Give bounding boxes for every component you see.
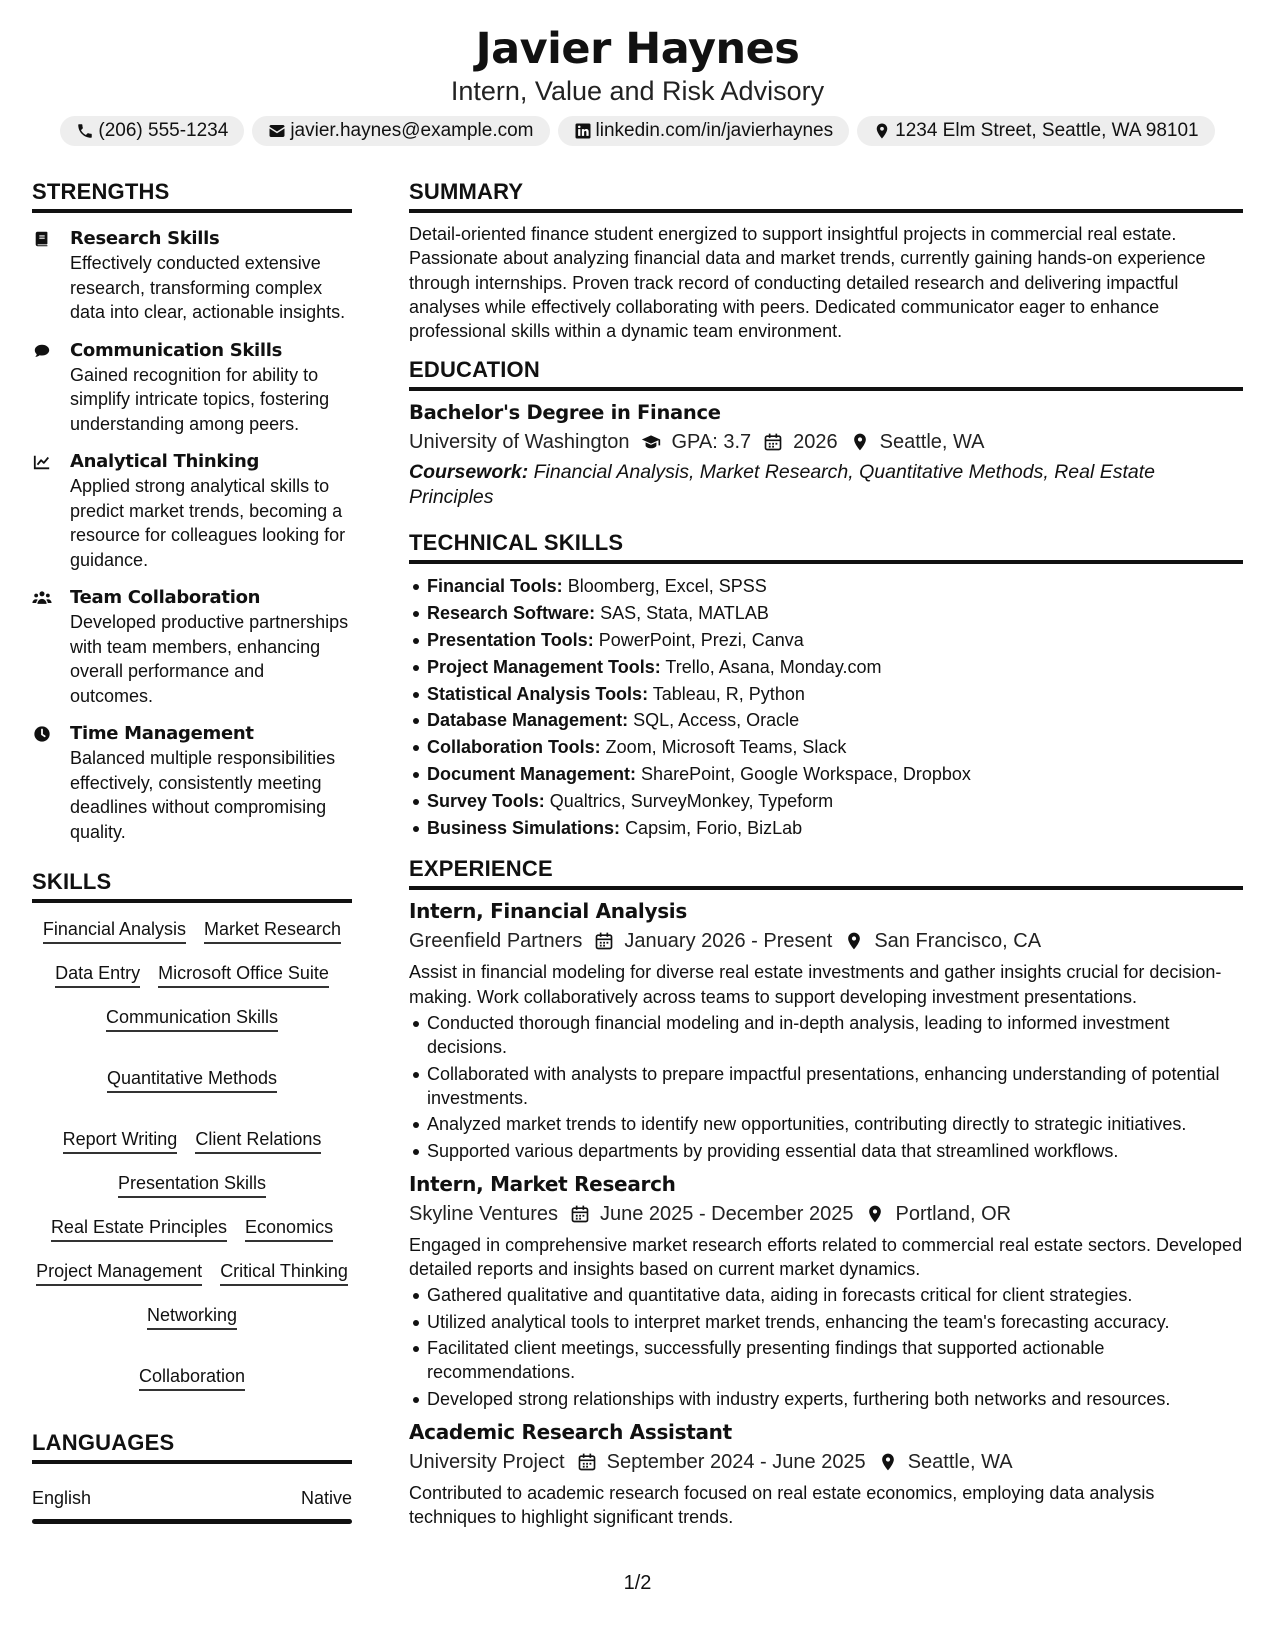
skill-tag: Economics: [245, 1215, 333, 1242]
skill-category: Collaboration Tools:: [427, 737, 601, 758]
book-icon: [32, 227, 56, 325]
contact-phone-text: (206) 555-1234: [98, 120, 229, 141]
job-dates: January 2026 - Present: [624, 930, 833, 953]
strength-title: Team Collaboration: [70, 587, 261, 608]
map-pin-icon: [878, 1452, 898, 1472]
skill-category: Presentation Tools:: [427, 630, 594, 651]
education-year: 2026: [793, 431, 838, 454]
skill-tag: Microsoft Office Suite: [158, 961, 329, 988]
education-gpa: GPA: 3.7: [671, 431, 752, 454]
technical-skills-heading: TECHNICAL SKILLS: [409, 529, 1243, 564]
contact-address: [857, 116, 1214, 146]
speech-bubble-icon: [32, 339, 56, 437]
resume-header: [0, 22, 1275, 146]
list-item: Developed strong relationships with industry experts, furthering both networks and resources.: [409, 1387, 1243, 1411]
coursework-label: Coursework:: [409, 461, 529, 484]
job-meta: [409, 1200, 1243, 1228]
job-location: San Francisco, CA: [874, 930, 1042, 953]
job-title: Intern, Market Research: [409, 1171, 676, 1196]
strength-title: Research Skills: [70, 228, 220, 249]
skill-category: Document Management:: [427, 764, 637, 785]
list-item: [409, 707, 1243, 734]
list-item: [409, 815, 1243, 842]
skills-heading: SKILLS: [32, 868, 352, 903]
strength-description: Developed productive partnerships with team members, enhancing overall performance and outcomes.: [70, 612, 349, 706]
skill-tag: Market Research: [204, 917, 341, 944]
list-item: [409, 573, 1243, 600]
map-pin-icon: [873, 122, 891, 140]
list-item: Conducted thorough financial modeling and in-depth analysis, leading to informed investment decisions.: [409, 1011, 1243, 1060]
skill-values: Tableau, R, Python: [652, 683, 805, 704]
strength-title: Communication Skills: [70, 339, 283, 361]
education-location: Seattle, WA: [879, 431, 985, 454]
strength-item: [32, 450, 352, 572]
language-level: Native: [300, 1488, 352, 1508]
graduation-cap-icon: [641, 432, 661, 452]
job-summary: Assist in financial modeling for diverse real estate investments and gather insights crucial for decision-making. Work collaboratively across teams to support developing investment presentations.: [409, 962, 1222, 1007]
job-dates: September 2024 - June 2025: [606, 1450, 866, 1473]
map-pin-icon: [844, 931, 864, 951]
skill-tag: Report Writing: [63, 1127, 178, 1154]
summary-heading: SUMMARY: [409, 178, 1243, 213]
list-item: Facilitated client meetings, successfully presenting findings that supported actionable recommendations.: [409, 1336, 1243, 1385]
list-item: [409, 734, 1243, 761]
strength-description: Effectively conducted extensive research, transforming complex data into clear, actionable insights.: [70, 253, 346, 322]
map-pin-icon: [865, 1204, 885, 1224]
strength-title: Time Management: [70, 723, 254, 744]
list-item: Gathered qualitative and quantitative data, aiding in forecasts critical for client strategies.: [409, 1283, 1243, 1307]
skill-tag: Quantitative Methods: [107, 1066, 277, 1093]
list-item: Utilized analytical tools to interpret market trends, enhancing the team's forecasting accuracy.: [409, 1310, 1243, 1334]
technical-skills-list: [409, 573, 1243, 841]
job-summary: Contributed to academic research focused on real estate economics, employing data analysis techniques to highlight significant trends.: [409, 1482, 1155, 1528]
linkedin-icon: [574, 122, 592, 140]
job-title: Intern, Financial Analysis: [409, 899, 687, 924]
skill-tag: Collaboration: [139, 1364, 245, 1391]
strength-item: [32, 339, 352, 437]
strength-description: Applied strong analytical skills to predict market trends, becoming a resource for colleagues looking for guidance.: [70, 476, 346, 570]
page-number: 1/2: [623, 1572, 652, 1594]
coursework-list: Financial Analysis, Market Research, Quantitative Methods, Real Estate Principles: [409, 461, 1156, 508]
skill-category: Statistical Analysis Tools:: [427, 683, 649, 704]
job-meta: [409, 927, 1243, 955]
language-row: [32, 1486, 352, 1510]
line-chart-icon: [32, 450, 56, 572]
skill-category: Database Management:: [427, 710, 629, 731]
list-item: [409, 654, 1243, 681]
education-heading: EDUCATION: [409, 356, 1243, 391]
clock-icon: [32, 722, 56, 844]
strength-item: [32, 722, 352, 844]
skill-values: Capsim, Forio, BizLab: [625, 817, 803, 838]
language-proficiency-bar: [32, 1519, 352, 1524]
contact-linkedin-text: linkedin.com/in/javierhaynes: [595, 120, 834, 141]
calendar-icon: [570, 1204, 590, 1224]
candidate-name: Javier Haynes: [475, 24, 800, 74]
skill-values: Bloomberg, Excel, SPSS: [567, 576, 767, 597]
contact-linkedin[interactable]: [558, 116, 850, 146]
skill-values: PowerPoint, Prezi, Canva: [598, 630, 804, 651]
strength-title: Analytical Thinking: [70, 451, 260, 472]
skill-tag: Communication Skills: [106, 1005, 278, 1032]
experience-entry: [409, 897, 1243, 1162]
list-item: Analyzed market trends to identify new opportunities, contributing directly to strategic initiatives.: [409, 1112, 1243, 1136]
skill-values: SQL, Access, Oracle: [633, 710, 800, 731]
contact-email-text: javier.haynes@example.com: [290, 120, 534, 141]
strengths-heading: STRENGTHS: [32, 178, 352, 213]
summary-text: Detail-oriented finance student energized to support insightful projects in commercial real estate. Passionate about analyzing financial data and market trends, currently gaining hands-on experience through internships. Proven track record of conducting detailed research and delivering impactful analyses while effectively collaborating with peers. Dedicated communicator eager to enhance professional skills within a dynamic team environment.: [409, 224, 1206, 342]
job-company: Skyline Ventures: [409, 1202, 558, 1225]
skill-category: Business Simulations:: [427, 817, 621, 838]
education-school: University of Washington: [409, 431, 630, 454]
experience-entry: [409, 1418, 1243, 1530]
strength-item: [32, 227, 352, 325]
job-company: Greenfield Partners: [409, 930, 583, 953]
list-item: [409, 627, 1243, 654]
job-meta: [409, 1448, 1243, 1476]
list-item: [409, 600, 1243, 627]
contact-bar: [0, 116, 1275, 146]
education-degree: Bachelor's Degree in Finance: [409, 401, 721, 425]
job-bullets: [409, 1011, 1243, 1163]
skill-tag: Data Entry: [55, 961, 140, 988]
skill-category: Project Management Tools:: [427, 656, 661, 677]
left-column: [32, 178, 352, 1524]
list-item: Collaborated with analysts to prepare impactful presentations, enhancing understanding of potential investments.: [409, 1062, 1243, 1111]
job-bullets: [409, 1283, 1243, 1410]
list-item: [409, 681, 1243, 708]
skill-values: Trello, Asana, Monday.com: [665, 656, 882, 677]
experience-entry: [409, 1170, 1243, 1411]
job-dates: June 2025 - December 2025: [599, 1202, 854, 1225]
calendar-icon: [577, 1452, 597, 1472]
education-meta: [409, 428, 1243, 456]
envelope-icon: [268, 122, 286, 140]
list-item: Supported various departments by providing essential data that streamlined workflows.: [409, 1139, 1243, 1163]
job-summary: Engaged in comprehensive market research efforts related to commercial real estate sectors. Developed detailed reports and insights based on current market dynamics.: [409, 1234, 1243, 1280]
skill-tag: Client Relations: [195, 1127, 321, 1154]
calendar-icon: [763, 432, 783, 452]
right-column: [409, 178, 1243, 1530]
skill-tag: Networking: [147, 1303, 237, 1330]
skill-values: Qualtrics, SurveyMonkey, Typeform: [549, 790, 834, 811]
languages-heading: LANGUAGES: [32, 1429, 352, 1464]
contact-email[interactable]: [252, 116, 549, 146]
strength-item: [32, 586, 352, 708]
skill-values: Zoom, Microsoft Teams, Slack: [605, 737, 847, 758]
skill-category: Research Software:: [427, 603, 596, 624]
skill-tag: Real Estate Principles: [51, 1215, 227, 1242]
users-icon: [32, 586, 56, 708]
job-title: Academic Research Assistant: [409, 1419, 732, 1444]
phone-icon: [76, 122, 94, 140]
skill-tag: Presentation Skills: [118, 1171, 266, 1198]
list-item: [409, 761, 1243, 788]
skill-category: Financial Tools:: [427, 576, 563, 597]
skill-values: SharePoint, Google Workspace, Dropbox: [641, 764, 971, 785]
contact-address-text: 1234 Elm Street, Seattle, WA 98101: [895, 120, 1199, 141]
job-location: Portland, OR: [895, 1202, 1012, 1225]
strength-description: Balanced multiple responsibilities effectively, consistently meeting deadlines without compromising quality.: [70, 748, 336, 842]
language-name: English: [32, 1488, 92, 1508]
skill-category: Survey Tools:: [427, 790, 545, 811]
education-coursework: [409, 460, 1243, 509]
skill-tag: Project Management: [36, 1259, 202, 1286]
contact-phone[interactable]: [60, 116, 244, 146]
skill-tag: Critical Thinking: [220, 1259, 348, 1286]
skill-tag: Financial Analysis: [43, 917, 186, 944]
map-pin-icon: [850, 432, 870, 452]
calendar-icon: [594, 931, 614, 951]
candidate-headline: Intern, Value and Risk Advisory: [450, 76, 825, 106]
job-location: Seattle, WA: [907, 1450, 1013, 1473]
list-item: [409, 788, 1243, 815]
experience-heading: EXPERIENCE: [409, 855, 1243, 890]
skill-values: SAS, Stata, MATLAB: [600, 603, 769, 624]
strength-description: Gained recognition for ability to simplify intricate topics, fostering understanding among peers.: [70, 364, 330, 434]
job-company: University Project: [409, 1450, 565, 1473]
skills-tag-cloud: [32, 917, 352, 1391]
